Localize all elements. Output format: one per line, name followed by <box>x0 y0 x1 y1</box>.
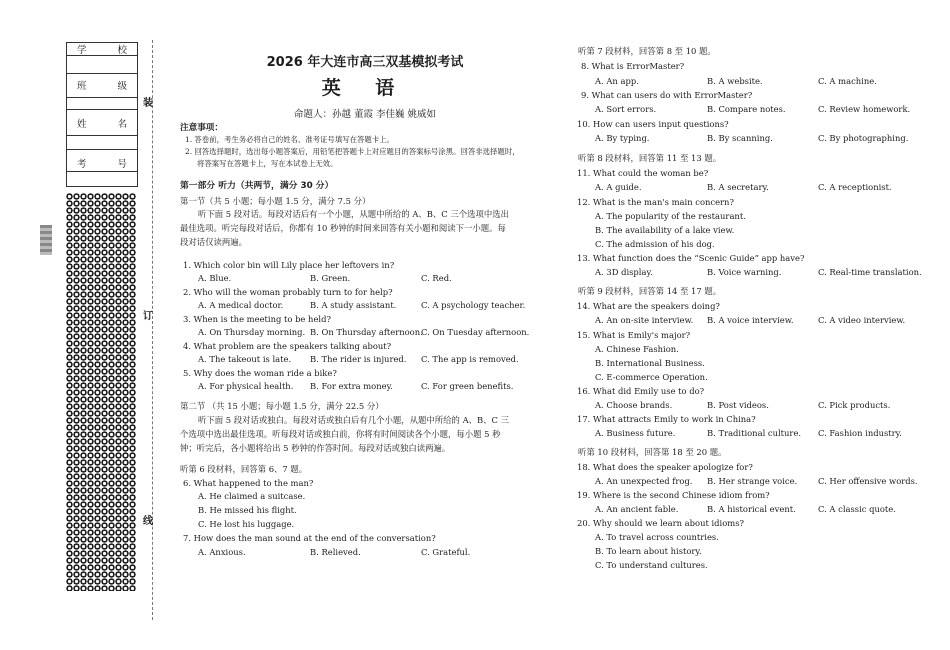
name-label-a: 姓 <box>77 119 87 130</box>
group-9-heading: 听第 9 段材料，回答第 14 至 17 题。 <box>578 286 722 296</box>
group-10-heading: 听第 10 段材料，回答第 18 至 20 题。 <box>578 447 727 457</box>
question-11: 11. What could the woman be? <box>577 168 709 178</box>
q8-option-b: B. A website. <box>707 76 763 86</box>
exam-number-label-a: 考 <box>77 159 87 170</box>
section2-instruction-1: 听下面 5 段对话或独白。每段对话或独白后有几个小题，从题中所给的 A、B、C 三 <box>198 415 509 425</box>
q13-option-a: A. 3D display. <box>595 267 653 277</box>
section2-instruction-2: 个选项中选出最佳选项。听每段对话或独白前，你将有时间阅读各个小题，每小题 5 秒 <box>180 429 501 439</box>
authors-line: 命题人：孙越 董霞 李佳巍 姚威如 <box>293 109 437 120</box>
class-label-a: 班 <box>77 81 87 92</box>
section1-instruction-1: 听下面 5 段对话。每段对话后有一个小题，从题中所给的 A、B、C 三个选项中选出 <box>198 209 509 219</box>
q8-option-c: C. A machine. <box>818 76 877 86</box>
q14-option-c: C. A video interview. <box>818 315 906 325</box>
q5-option-a: A. For physical health. <box>198 381 294 391</box>
q5-option-c: C. For green benefits. <box>421 381 514 391</box>
group-7-heading: 听第 7 段材料，回答第 8 至 10 题。 <box>578 46 716 56</box>
q17-option-b: B. Traditional culture. <box>707 428 802 438</box>
q14-option-a: A. An on-site interview. <box>595 315 694 325</box>
binding-char-ding: 订 <box>143 311 153 322</box>
q9-option-b: B. Compare notes. <box>707 104 786 114</box>
q6-option-b: B. He missed his flight. <box>198 505 297 515</box>
q9-option-c: C. Review homework. <box>818 104 911 114</box>
class-label-b: 级 <box>117 81 127 92</box>
q20-option-b: B. To learn about history. <box>595 546 702 556</box>
q7-option-c: C. Grateful. <box>421 547 471 557</box>
q20-option-a: A. To travel across countries. <box>595 532 719 542</box>
name-label-b: 名 <box>117 119 127 130</box>
q3-option-a: A. On Thursday morning. <box>198 327 306 337</box>
q18-option-b: B. Her strange voice. <box>707 476 798 486</box>
q11-option-c: C. A receptionist. <box>818 182 892 192</box>
part1-heading: 第一部分 听力（共两节，满分 30 分） <box>180 181 334 191</box>
exam-number-field <box>67 153 137 173</box>
q5-option-b: B. For extra money. <box>310 381 393 391</box>
school-field <box>67 43 137 55</box>
scan-mark <box>40 225 52 255</box>
subject-title: 英 语 <box>321 77 409 99</box>
question-9: 9. What can users do with ErrorMaster? <box>581 90 753 100</box>
q2-option-c: C. A psychology teacher. <box>421 300 526 310</box>
q4-option-c: C. The app is removed. <box>421 354 519 364</box>
binding-dashed-line <box>152 40 153 620</box>
q15-option-b: B. International Business. <box>595 358 705 368</box>
exam-number-label-b: 号 <box>117 159 127 170</box>
q12-option-a: A. The popularity of the restaurant. <box>595 211 746 221</box>
q13-option-c: C. Real-time translation. <box>818 267 922 277</box>
q8-option-a: A. An app. <box>595 76 639 86</box>
binding-char-xian: 线 <box>143 516 153 527</box>
question-6: 6. What happened to the man? <box>183 478 314 488</box>
q1-option-c: C. Red. <box>421 273 452 283</box>
q2-option-a: A. A medical doctor. <box>198 300 284 310</box>
q12-option-b: B. The availability of a lake view. <box>595 225 735 235</box>
security-pattern <box>66 193 136 591</box>
q3-option-c: C. On Tuesday afternoon. <box>421 327 530 337</box>
question-19: 19. Where is the second Chinese idiom from? <box>577 490 770 500</box>
notes-item-2: 2. 回答选择题时，选出每小题答案后，用铅笔把答题卡上对应题目的答案标号涂黑。回答非选择题时， <box>185 147 520 156</box>
school-label-b: 校 <box>117 45 127 56</box>
q15-option-a: A. Chinese Fashion. <box>595 344 679 354</box>
q16-option-c: C. Pick products. <box>818 400 891 410</box>
question-15: 15. What is Emily's major? <box>577 330 691 340</box>
section2-instruction-3: 钟；听完后，各小题将给出 5 秒钟的作答时间。每段对话或独白读两遍。 <box>180 443 451 453</box>
q7-option-a: A. Anxious. <box>198 547 246 557</box>
q17-option-c: C. Fashion industry. <box>818 428 902 438</box>
q1-option-a: A. Blue. <box>198 273 232 283</box>
q7-option-b: B. Relieved. <box>310 547 361 557</box>
notes-item-3: 将答案写在答题卡上，写在本试卷上无效。 <box>197 159 338 168</box>
name-field <box>67 113 137 133</box>
q18-option-c: C. Her offensive words. <box>818 476 918 486</box>
q16-option-a: A. Choose brands. <box>595 400 673 410</box>
question-3: 3. When is the meeting to be held? <box>183 314 331 324</box>
question-12: 12. What is the man's main concern? <box>577 197 734 207</box>
question-18: 18. What does the speaker apologize for? <box>577 462 753 472</box>
group-6-heading: 听第 6 段材料，回答第 6、7 题。 <box>180 464 308 474</box>
notes-item-1: 1. 答卷前，考生务必将自己的姓名、准考证号填写在答题卡上。 <box>185 135 394 144</box>
q9-option-a: A. Sort errors. <box>595 104 657 114</box>
section1-instruction-3: 段对话仅读两遍。 <box>180 237 247 247</box>
question-16: 16. What did Emily use to do? <box>577 386 705 396</box>
q15-option-c: C. E-commerce Operation. <box>595 372 708 382</box>
question-14: 14. What are the speakers doing? <box>577 301 720 311</box>
group-8-heading: 听第 8 段材料，回答第 11 至 13 题。 <box>578 153 722 163</box>
question-4: 4. What problem are the speakers talking about? <box>183 341 392 351</box>
q6-option-a: A. He claimed a suitcase. <box>198 491 306 501</box>
question-13: 13. What function does the “Scenic Guide” app have? <box>577 253 805 263</box>
notes-heading: 注意事项： <box>180 123 223 133</box>
q3-option-b: B. On Thursday afternoon. <box>310 327 423 337</box>
q19-option-a: A. An ancient fable. <box>595 504 679 514</box>
q13-option-b: B. Voice warning. <box>707 267 782 277</box>
q2-option-b: B. A study assistant. <box>310 300 397 310</box>
q12-option-c: C. The admission of his dog. <box>595 239 715 249</box>
q11-option-b: B. A secretary. <box>707 182 769 192</box>
question-8: 8. What is ErrorMaster? <box>581 61 685 71</box>
q17-option-a: A. Business future. <box>595 428 676 438</box>
section2-heading: 第二节 （共 15 小题；每小题 1.5 分，满分 22.5 分） <box>180 401 384 411</box>
question-10: 10. How can users input questions? <box>577 119 729 129</box>
q16-option-b: B. Post videos. <box>707 400 769 410</box>
question-20: 20. Why should we learn about idioms? <box>577 518 744 528</box>
q10-option-b: B. By scanning. <box>707 133 773 143</box>
school-label-a: 学 <box>77 45 87 56</box>
q4-option-a: A. The takeout is late. <box>198 354 292 364</box>
binding-info-box <box>66 42 138 187</box>
q1-option-b: B. Green. <box>310 273 351 283</box>
q20-option-c: C. To understand cultures. <box>595 560 708 570</box>
question-7: 7. How does the man sound at the end of the conversation? <box>183 533 436 543</box>
question-17: 17. What attracts Emily to work in China? <box>577 414 756 424</box>
q10-option-a: A. By typing. <box>595 133 650 143</box>
q11-option-a: A. A guide. <box>595 182 642 192</box>
q10-option-c: C. By photographing. <box>818 133 909 143</box>
q6-option-c: C. He lost his luggage. <box>198 519 295 529</box>
q19-option-c: C. A classic quote. <box>818 504 896 514</box>
section1-instruction-2: 最佳选项。听完每段对话后，你都有 10 秒钟的时间来回答有关小题和阅读下一小题。每 <box>180 223 506 233</box>
question-2: 2. Who will the woman probably turn to for help? <box>183 287 393 297</box>
q14-option-b: B. A voice interview. <box>707 315 794 325</box>
q19-option-b: B. A historical event. <box>707 504 796 514</box>
q18-option-a: A. An unexpected frog. <box>595 476 693 486</box>
section1-heading: 第一节（共 5 小题；每小题 1.5 分，满分 7.5 分） <box>180 196 371 206</box>
class-field <box>67 75 137 95</box>
binding-char-zhuang: 装 <box>143 98 153 109</box>
exam-title: 2026 年大连市高三双基模拟考试 <box>266 55 464 70</box>
question-1: 1. Which color bin will Lily place her leftovers in? <box>183 260 395 270</box>
q4-option-b: B. The rider is injured. <box>310 354 407 364</box>
question-5: 5. Why does the woman ride a bike? <box>183 368 337 378</box>
